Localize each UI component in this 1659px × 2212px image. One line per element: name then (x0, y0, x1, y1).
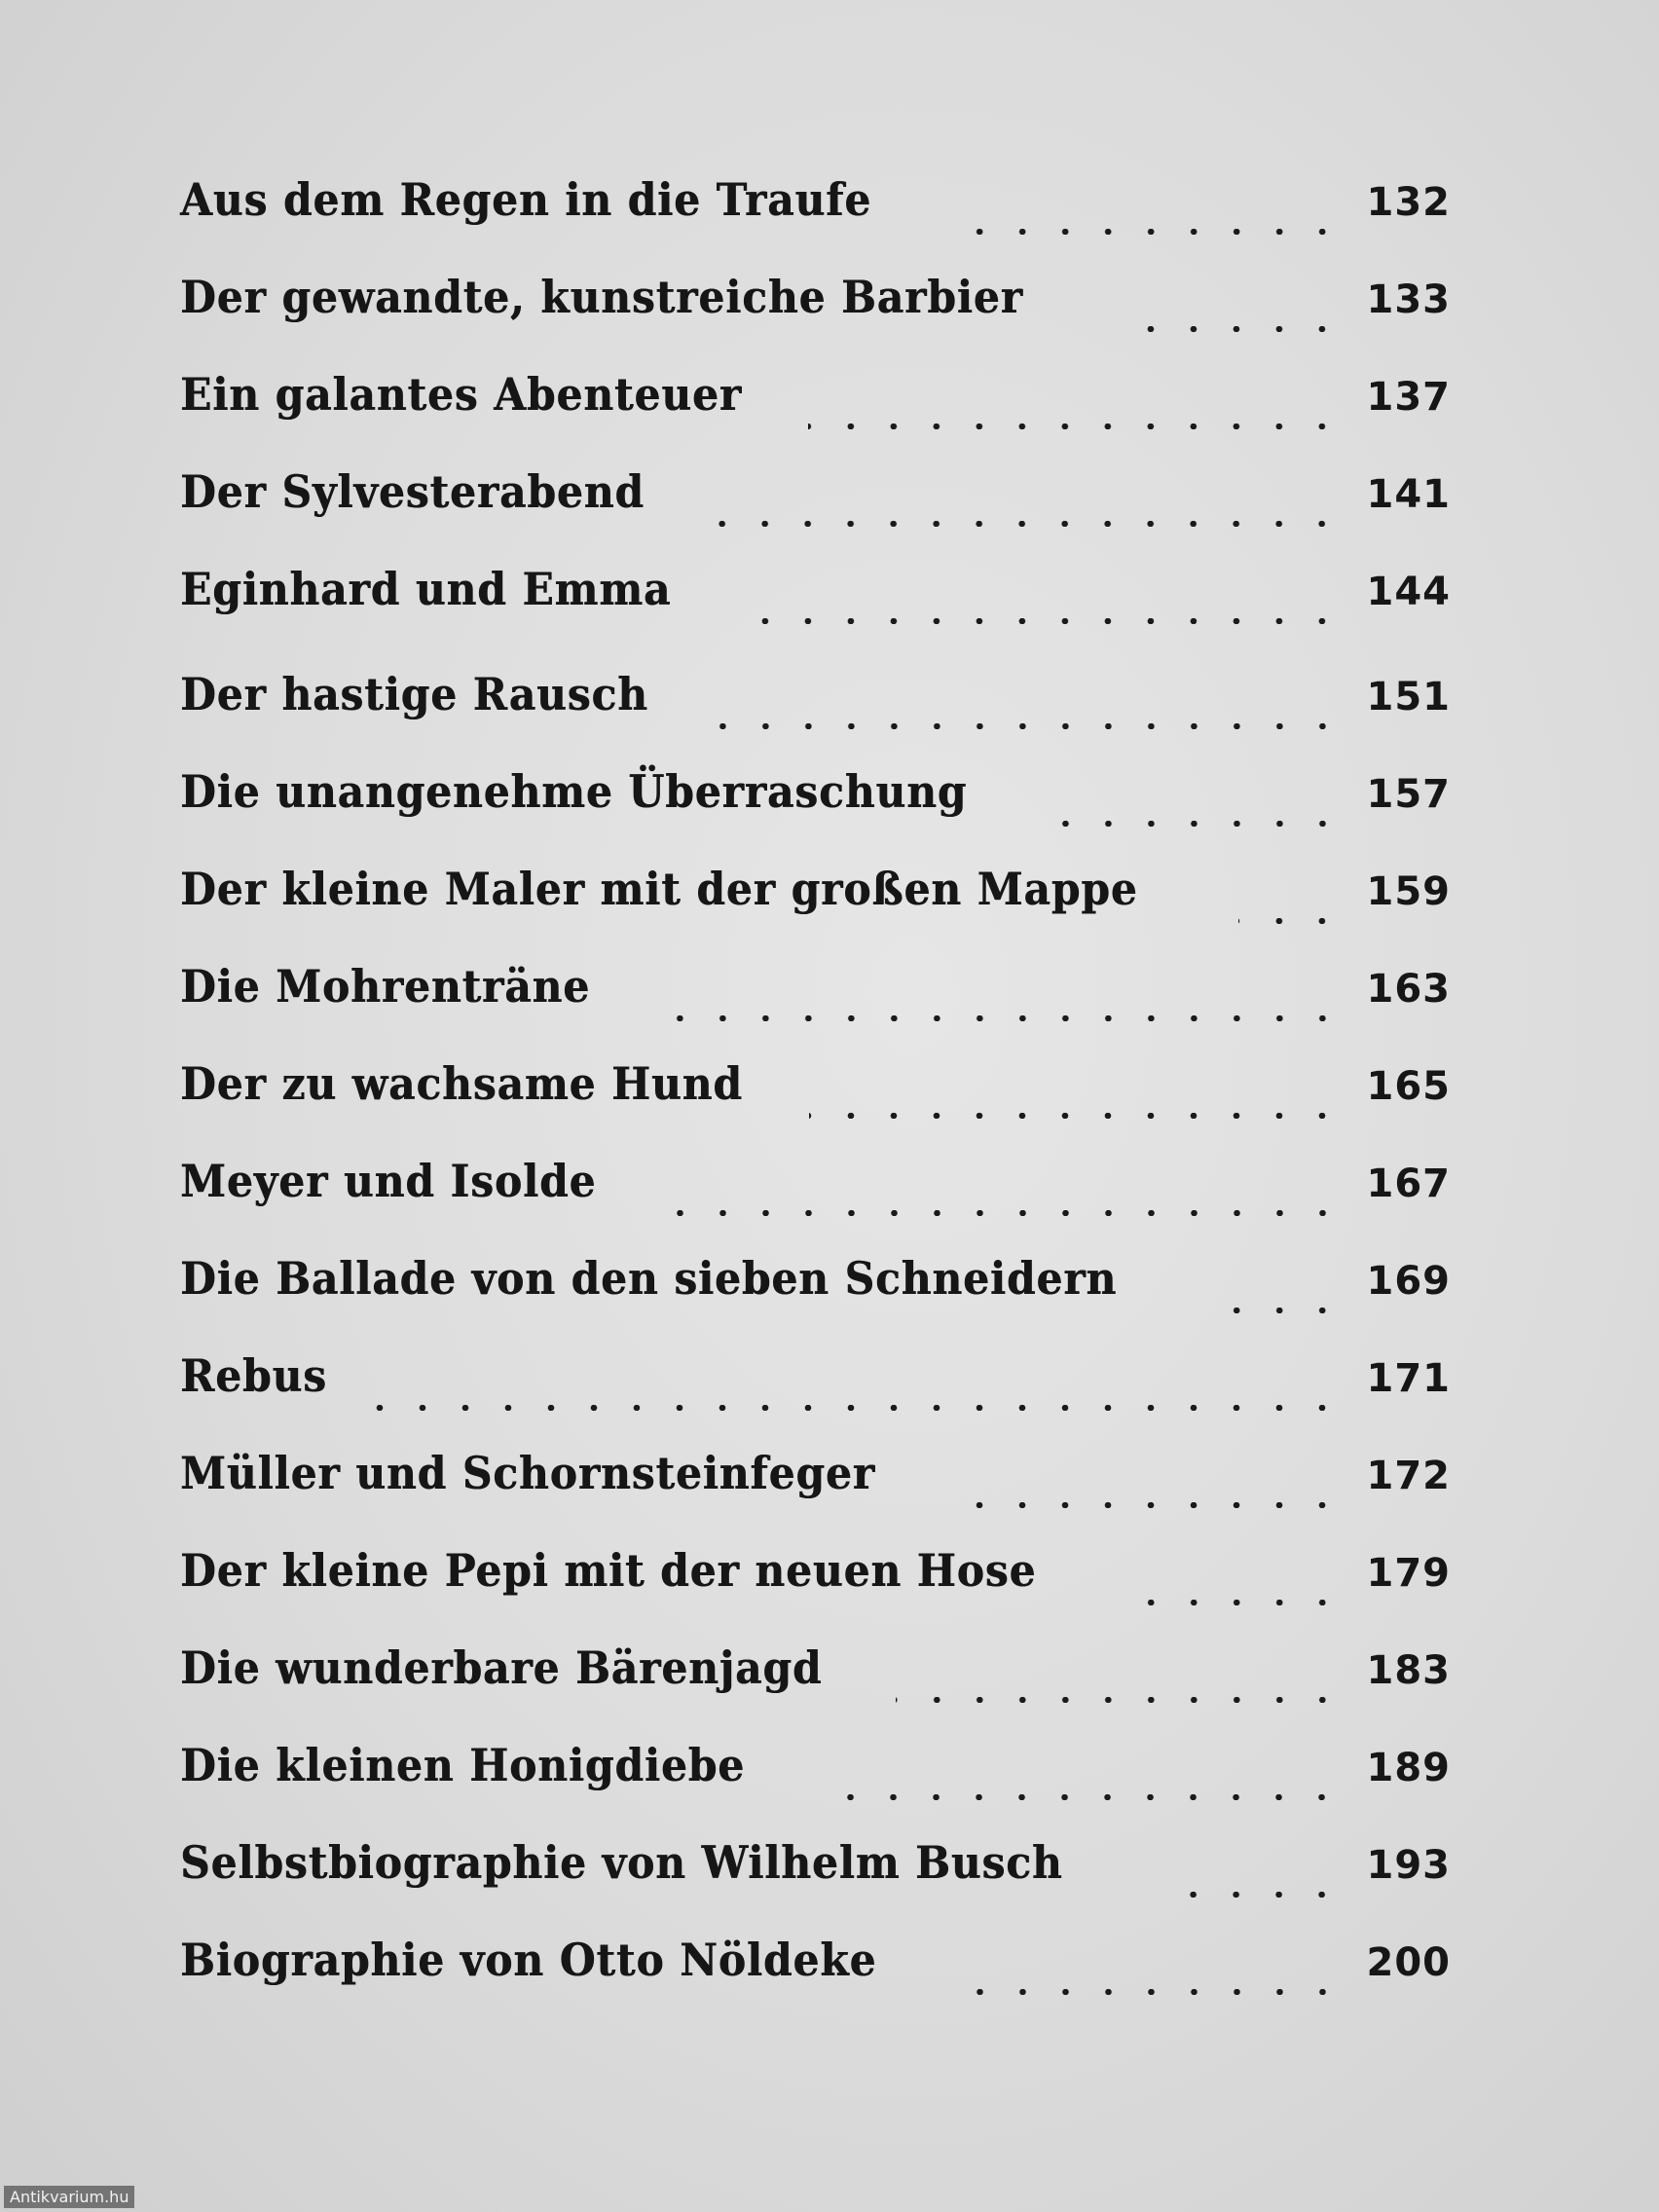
toc-entry (180, 765, 1451, 863)
toc-entry (180, 1155, 1451, 1252)
entry-title: Der kleine Pepi mit der neuen Hose (180, 1544, 1037, 1597)
toc-entry (180, 563, 1451, 660)
dot-leader (1128, 1600, 1344, 1605)
entry-title: Aus dem Regen in die Traufe (180, 173, 872, 226)
toc-entry (180, 1544, 1451, 1641)
dot-leader (809, 1113, 1344, 1119)
entry-page-number: 151 (1366, 675, 1451, 719)
entry-title: Selbstbiographie von Wilhelm Busch (180, 1836, 1063, 1889)
toc-entry (180, 960, 1451, 1057)
entry-page-number: 165 (1366, 1064, 1451, 1109)
entry-title: Die Mohrenträne (180, 960, 591, 1013)
entry-title: Eginhard und Emma (180, 563, 672, 615)
entry-page-number: 169 (1366, 1259, 1451, 1304)
entry-page-number: 171 (1366, 1356, 1451, 1401)
source-watermark: Antikvarium.hu (4, 2186, 134, 2208)
toc-entry (180, 1252, 1451, 1349)
entry-page-number: 132 (1366, 180, 1451, 225)
entry-title: Der kleine Maler mit der großen Mappe (180, 863, 1138, 915)
toc-entry (180, 1641, 1451, 1739)
entry-page-number: 179 (1366, 1551, 1451, 1596)
entry-title: Ein galantes Abenteuer (180, 368, 742, 421)
entry-page-number: 167 (1366, 1161, 1451, 1206)
dot-leader (808, 424, 1344, 429)
entry-page-number: 133 (1366, 277, 1451, 322)
entry-page-number: 183 (1366, 1648, 1451, 1693)
dot-leader (896, 1697, 1344, 1703)
entry-page-number: 141 (1366, 472, 1451, 517)
toc-entry (180, 863, 1451, 960)
toc-entry (180, 1349, 1451, 1447)
entry-page-number: 137 (1366, 375, 1451, 420)
entry-title: Meyer und Isolde (180, 1155, 597, 1207)
entry-title: Die kleinen Honigdiebe (180, 1739, 746, 1791)
toc-entry (180, 1057, 1451, 1155)
entry-title: Der hastige Rausch (180, 668, 648, 720)
entry-page-number: 163 (1366, 967, 1451, 1012)
entry-title: Die Ballade von den sieben Schneidern (180, 1252, 1118, 1305)
entry-page-number: 157 (1366, 772, 1451, 817)
entry-title: Rebus (180, 1349, 327, 1402)
dot-leader (1216, 1308, 1344, 1313)
dot-leader (1238, 918, 1344, 924)
entry-page-number: 193 (1366, 1843, 1451, 1888)
dot-leader (707, 723, 1344, 729)
entry-title: Die wunderbare Bärenjagd (180, 1641, 823, 1694)
table-of-contents (180, 173, 1451, 2031)
toc-entry (180, 1447, 1451, 1544)
dot-leader (1157, 1892, 1344, 1898)
entry-page-number: 200 (1366, 1940, 1451, 1985)
dot-leader (955, 1989, 1344, 1995)
entry-title: Die unangenehme Überraschung (180, 765, 968, 818)
toc-entry (180, 465, 1451, 563)
toc-entry (180, 668, 1451, 765)
entry-title: Müller und Schornsteinfeger (180, 1447, 875, 1499)
dot-leader (702, 521, 1344, 527)
entry-page-number: 159 (1366, 869, 1451, 914)
entry-title: Der zu wachsame Hund (180, 1057, 743, 1110)
dot-leader (1114, 326, 1344, 332)
entry-title: Der gewandte, kunstreiche Barbier (180, 271, 1023, 323)
toc-entry (180, 1836, 1451, 1934)
dot-leader (1053, 821, 1344, 827)
toc-entry (180, 271, 1451, 368)
dot-leader (357, 1405, 1344, 1411)
entry-page-number: 144 (1366, 570, 1451, 614)
toc-entry (180, 1739, 1451, 1836)
dot-leader (953, 1502, 1344, 1508)
dot-leader (650, 1210, 1345, 1216)
dot-leader (731, 618, 1344, 624)
dot-leader (811, 1794, 1344, 1800)
toc-entry (180, 173, 1451, 271)
entry-page-number: 172 (1366, 1454, 1451, 1498)
toc-entry (180, 368, 1451, 465)
dot-leader (949, 229, 1344, 235)
dot-leader (644, 1015, 1344, 1021)
entry-title: Der Sylvesterabend (180, 465, 645, 518)
toc-entry (180, 1934, 1451, 2031)
entry-title: Biographie von Otto Nöldeke (180, 1934, 877, 1986)
entry-page-number: 189 (1366, 1746, 1451, 1790)
